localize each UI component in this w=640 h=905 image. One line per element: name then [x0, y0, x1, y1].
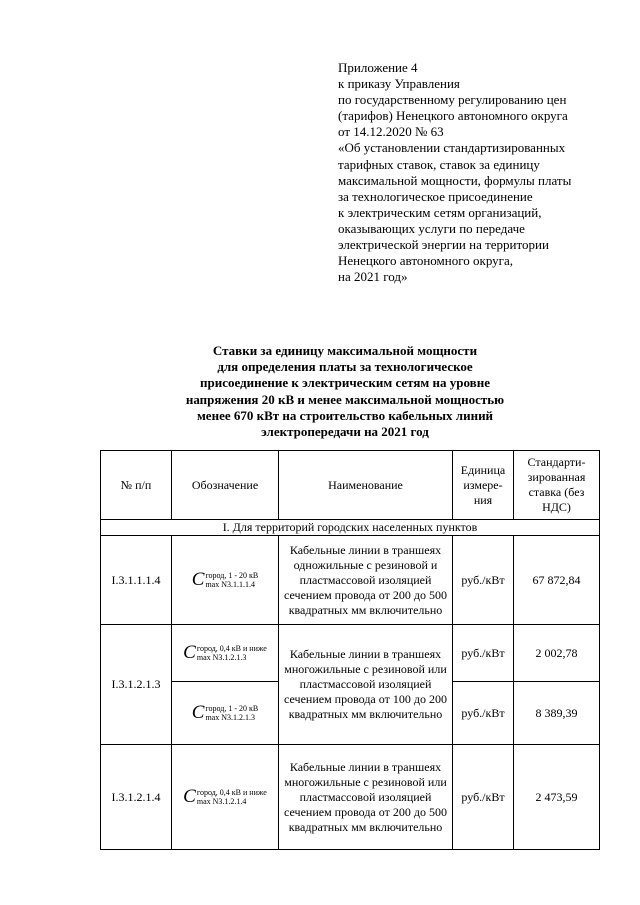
- symbol-superscript: город, 1 - 20 кВ: [205, 703, 259, 713]
- row-num: I.3.1.1.1.4: [101, 536, 172, 625]
- row-unit: руб./кВт: [453, 682, 514, 745]
- header-num: № п/п: [101, 451, 172, 520]
- symbol-subscript: max N3.1.2.1.3: [205, 712, 255, 722]
- table-row: [101, 625, 600, 682]
- title-line: для определения платы за технологическое: [217, 359, 473, 375]
- appendix-line: (тарифов) Ненецкого автономного округа: [338, 108, 568, 124]
- appendix-line: от 14.12.2020 № 63: [338, 124, 444, 140]
- appendix-line: «Об установлении стандартизированных: [338, 140, 566, 156]
- symbol-letter: C: [183, 786, 196, 808]
- symbol-letter: C: [191, 569, 205, 591]
- header-designation: Обозначение: [172, 451, 279, 520]
- symbol-superscript: город, 0,4 кВ и ниже: [196, 643, 267, 653]
- table-row: [101, 536, 600, 625]
- header-rate: Стандарти-зированная ставка (без НДС): [514, 451, 600, 520]
- symbol-superscript: город, 1 - 20 кВ: [205, 570, 259, 580]
- row-rate: 67 872,84: [514, 536, 600, 625]
- title-line: напряжения 20 кВ и менее максимальной мощностью: [185, 391, 505, 407]
- row-unit: руб./кВт: [453, 625, 514, 682]
- symbol-subscript: max N3.1.2.1.4: [196, 796, 247, 806]
- appendix-line: на 2021 год»: [338, 269, 408, 285]
- row-name: Кабельные линии в траншеях одножильные с резиновой и пластмассовой изоляцией сечением провода от 200 до 500 квадратных мм включительно: [279, 536, 453, 625]
- row-unit: руб./кВт: [453, 536, 514, 625]
- formula-symbol: [192, 571, 259, 589]
- row-num: I.3.1.2.1.4: [101, 745, 172, 850]
- appendix-line: за технологическое присоединение: [338, 188, 533, 204]
- row-rate: 2 002,78: [514, 625, 600, 682]
- document-title: [130, 343, 560, 440]
- title-line: Ставки за единицу максимальной мощности: [212, 343, 478, 358]
- row-designation: [172, 745, 279, 850]
- title-line: присоединение к электрическим сетям на уровне: [200, 375, 490, 391]
- row-designation: [172, 682, 279, 745]
- row-num: I.3.1.2.1.3: [101, 625, 172, 745]
- appendix-line: к приказу Управления: [338, 76, 460, 92]
- title-line: электропередачи на 2021 год: [261, 424, 429, 440]
- header-name: Наименование: [279, 451, 453, 520]
- appendix-line: максимальной мощности, формулы платы: [338, 172, 572, 188]
- appendix-line: Ненецкого автономного округа,: [338, 253, 513, 269]
- table-row: [101, 745, 600, 850]
- row-rate: 2 473,59: [514, 745, 600, 850]
- row-designation: [172, 536, 279, 625]
- formula-symbol: [192, 704, 259, 722]
- formula-symbol: [183, 788, 267, 806]
- row-rate: 8 389,39: [514, 682, 600, 745]
- row-name: Кабельные линии в траншеях многожильные с резиновой или пластмассовой изоляцией сечением провода от 200 до 500 квадратных мм включительно: [279, 745, 453, 850]
- row-unit: руб./кВт: [453, 745, 514, 850]
- appendix-line: к электрическим сетям организаций,: [338, 204, 542, 220]
- symbol-superscript: город, 0,4 кВ и ниже: [196, 787, 267, 797]
- appendix-line: оказывающих услуги по передаче: [338, 220, 525, 236]
- section-title: I. Для территорий городских населенных пунктов: [101, 520, 600, 536]
- appendix-line: по государственному регулированию цен: [338, 92, 567, 108]
- appendix-line: Приложение 4: [338, 60, 418, 75]
- header-unit: Единица измере-ния: [453, 451, 514, 520]
- symbol-letter: C: [191, 702, 205, 724]
- symbol-subscript: max N3.1.2.1.3: [196, 652, 247, 662]
- formula-symbol: [183, 644, 267, 662]
- section-row: [101, 520, 600, 536]
- symbol-subscript: max N3.1.1.1.4: [205, 579, 255, 589]
- appendix-line: тарифных ставок, ставок за единицу: [338, 156, 540, 172]
- rates-table: [100, 450, 600, 850]
- table-header-row: [101, 451, 600, 520]
- row-designation: [172, 625, 279, 682]
- appendix-header: [338, 60, 628, 285]
- symbol-letter: C: [183, 642, 196, 664]
- title-line: менее 670 кВт на строительство кабельных линий: [196, 407, 494, 423]
- row-name: Кабельные линии в траншеях многожильные с резиновой или пластмассовой изоляцией сечением провода от 100 до 200 квадратных мм включительно: [279, 625, 453, 745]
- appendix-line: электрической энергии на территории: [338, 237, 549, 253]
